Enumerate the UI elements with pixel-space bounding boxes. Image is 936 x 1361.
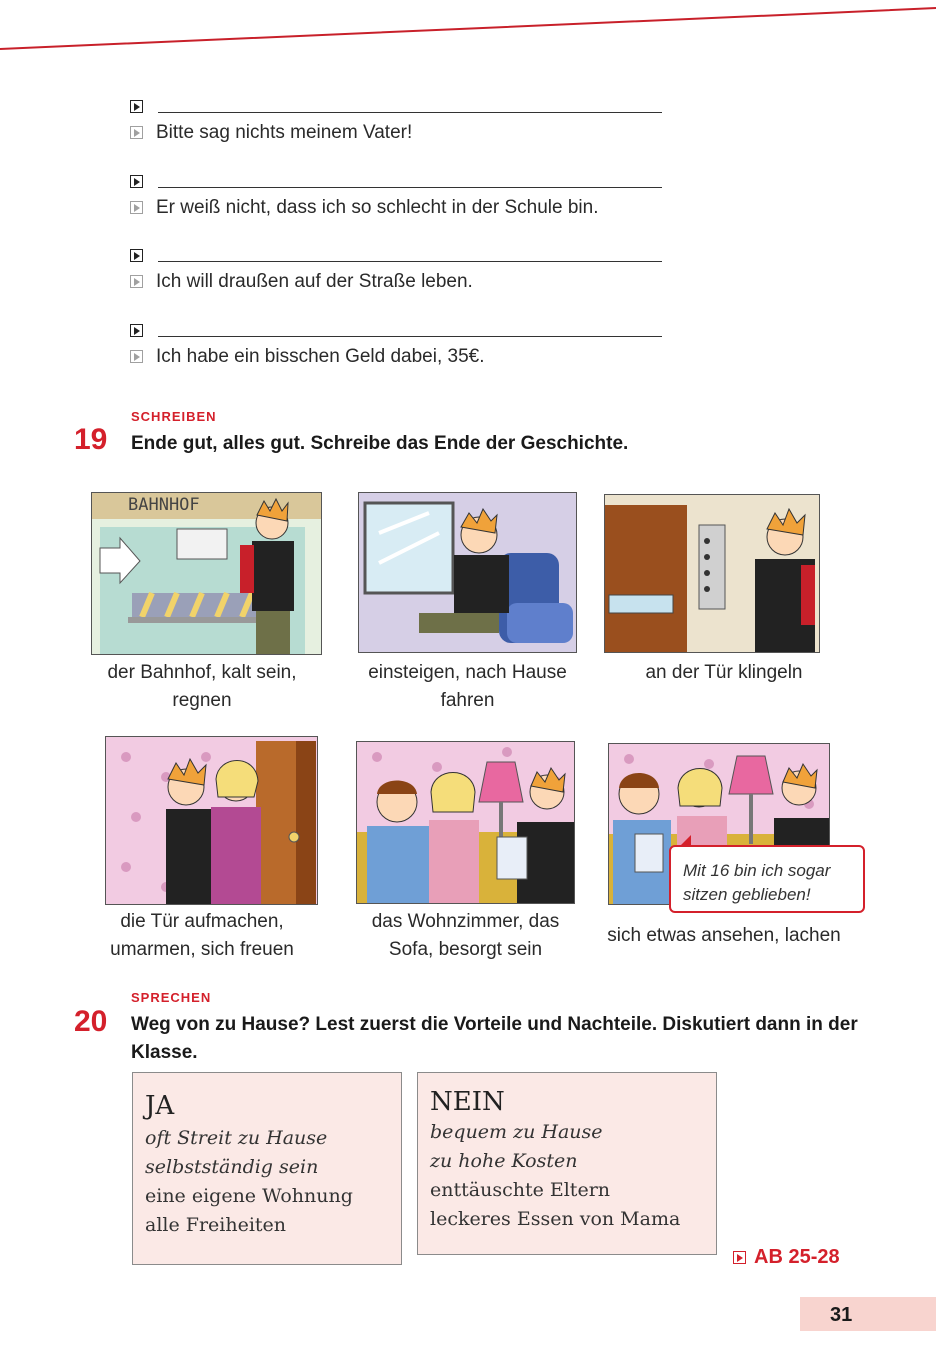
note-line: enttäuschte Eltern [430, 1179, 611, 1201]
dialogue-question-row[interactable] [130, 320, 650, 346]
play-icon [130, 324, 143, 337]
picture-sofa [356, 741, 575, 904]
page-number-box [800, 1297, 936, 1331]
picture-train [358, 492, 577, 653]
dialogue-question-row[interactable] [130, 171, 650, 197]
play-icon [130, 175, 143, 188]
workbook-reference[interactable] [733, 1246, 840, 1269]
caption-line: der Bahnhof, kalt sein, [107, 662, 297, 683]
play-icon [130, 201, 143, 214]
play-icon [130, 100, 143, 113]
note-line: selbstständig sein [145, 1156, 319, 1178]
title-line: Klasse. [131, 1042, 198, 1063]
note-line: alle Freiheiten [145, 1214, 287, 1236]
speech-bubble [669, 845, 865, 913]
title-line: Weg von zu Hause? Lest zuerst die Vorteile und Nachteile. Diskutiert dann in der [131, 1014, 858, 1035]
speech-line: sitzen geblieben! [683, 885, 811, 904]
picture-caption [358, 659, 577, 715]
play-icon [130, 275, 143, 288]
caption-line: fahren [440, 690, 495, 711]
exercise-title [131, 1011, 858, 1067]
note-line: bequem zu Hause [430, 1121, 603, 1143]
answer-line[interactable] [158, 336, 662, 337]
exercise-number: 20 [74, 1005, 108, 1038]
note-heading: JA [145, 1091, 175, 1121]
cons-note [417, 1072, 717, 1255]
play-icon [130, 249, 143, 262]
dialogue-question-row[interactable] [130, 96, 650, 122]
pros-note [132, 1072, 402, 1265]
picture-door [604, 494, 820, 653]
dialogue-question-row[interactable] [130, 245, 650, 271]
note-line: leckeres Essen von Mama [430, 1208, 681, 1230]
caption-line: sich etwas ansehen, lachen [607, 925, 841, 946]
exercise-category: SCHREIBEN [131, 409, 217, 424]
answer-line[interactable] [158, 112, 662, 113]
play-icon [130, 126, 143, 139]
exercise-title: Ende gut, alles gut. Schreibe das Ende der Geschichte. [131, 433, 629, 454]
caption-line: das Wohnzimmer, das [371, 911, 560, 932]
picture-caption [91, 908, 313, 964]
station-sign: BAHNHOF [128, 495, 200, 515]
note-line: eine eigene Wohnung [145, 1185, 353, 1207]
dialogue-answer: Bitte sag nichts meinem Vater! [156, 122, 413, 143]
caption-line: umarmen, sich freuen [110, 939, 294, 960]
dialogue-answer-row [130, 271, 650, 297]
dialogue-answer-row [130, 122, 650, 148]
picture-caption [356, 908, 575, 964]
caption-line: die Tür aufmachen, [120, 911, 284, 932]
picture-caption [596, 922, 852, 950]
picture-caption [604, 659, 844, 687]
answer-line[interactable] [158, 187, 662, 188]
page-number: 31 [830, 1304, 853, 1326]
play-icon [130, 350, 143, 363]
exercise-category: SPRECHEN [131, 990, 212, 1005]
dialogue-answer: Er weiß nicht, dass ich so schlecht in der Schule bin. [156, 197, 599, 218]
caption-line: Sofa, besorgt sein [388, 939, 543, 960]
exercise-number: 19 [74, 423, 108, 456]
dialogue-answer-row [130, 346, 650, 372]
dialogue-answer: Ich habe ein bisschen Geld dabei, 35€. [156, 346, 485, 367]
dialogue-answer: Ich will draußen auf der Straße leben. [156, 271, 473, 292]
answer-line[interactable] [158, 261, 662, 262]
speech-line: Mit 16 bin ich sogar [683, 861, 831, 880]
note-heading: NEIN [430, 1087, 505, 1117]
picture-hug [105, 736, 318, 905]
caption-line: regnen [172, 690, 232, 711]
top-decoration-line [0, 0, 936, 60]
caption-line: an der Tür klingeln [645, 662, 803, 683]
dialogue-answer-row [130, 197, 650, 223]
workbook-reference-text: AB 25-28 [754, 1246, 840, 1268]
caption-line: einsteigen, nach Hause [368, 662, 567, 683]
note-line: zu hohe Kosten [430, 1150, 578, 1172]
picture-station [91, 492, 322, 655]
picture-caption [91, 659, 313, 715]
note-line: oft Streit zu Hause [145, 1127, 328, 1149]
arrow-icon [733, 1251, 746, 1264]
